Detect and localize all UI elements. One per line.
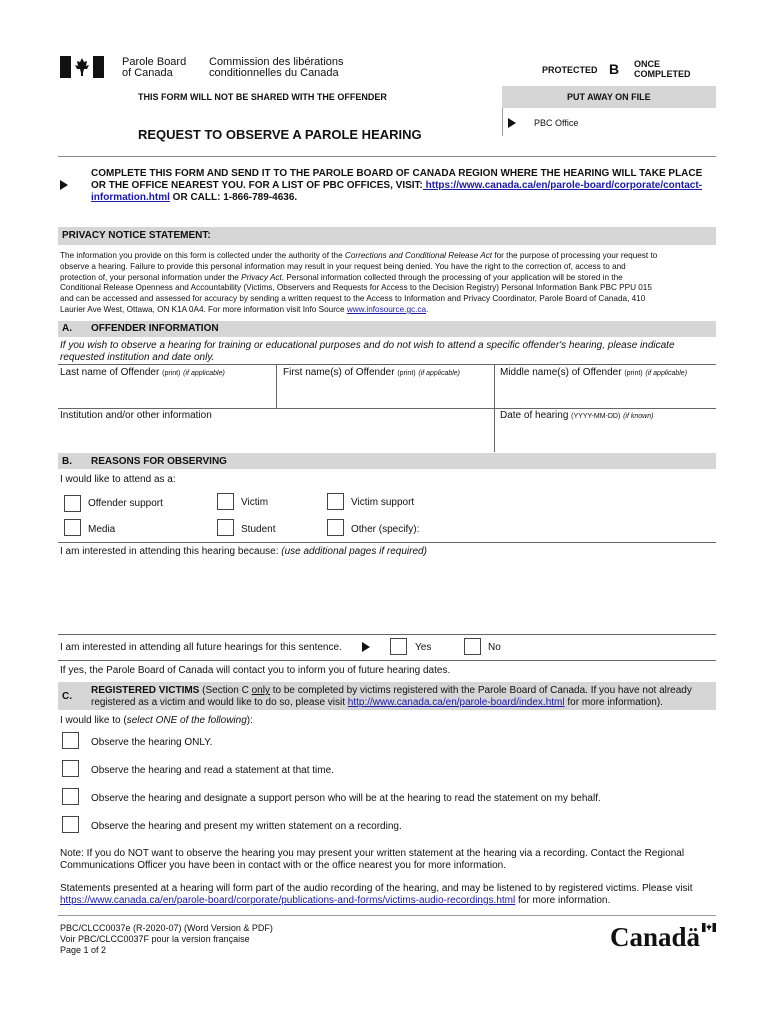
section-b-letter: B. (62, 456, 72, 467)
victim-support-label: Victim support (351, 497, 415, 508)
last-name-field[interactable] (60, 380, 272, 404)
hearing-date-label: Date of hearing (YYYY-MM-DD) (if known) (500, 410, 654, 421)
arrow-right-icon (508, 118, 516, 128)
divider (58, 542, 716, 543)
once-completed-2: COMPLETED (634, 69, 691, 79)
register-victim-link[interactable]: http://www.canada.ca/en/parole-board/index.html (347, 697, 565, 708)
instructions-line-1: COMPLETE THIS FORM AND SEND IT TO THE PAROLE BOARD OF CANADA REGION WHERE THE HEARING WILL TAKE PLACE (91, 168, 703, 179)
board-name-en-1: Parole Board (122, 56, 187, 68)
not-shared-notice: THIS FORM WILL NOT BE SHARED WITH THE OFFENDER (138, 92, 387, 102)
media-checkbox[interactable] (64, 519, 81, 536)
section-c-heading-line-1: REGISTERED VICTIMS (Section C only to be completed by victims registered with the Parole Board of Canada. If you have not already (91, 685, 692, 696)
future-yes-checkbox[interactable] (390, 638, 407, 655)
divider (58, 634, 716, 635)
institution-field[interactable] (60, 423, 490, 449)
victim-label: Victim (241, 497, 269, 508)
offender-support-label: Offender support (88, 498, 163, 509)
institution-label: Institution and/or other information (60, 410, 212, 421)
audio-recordings-link[interactable]: https://www.canada.ca/en/parole-board/corporate/publications-and-forms/victims-audio-recordings.html (60, 895, 516, 906)
observe-only-label: Observe the hearing ONLY. (91, 737, 213, 748)
if-yes-note: If yes, the Parole Board of Canada will contact you to inform you of future hearing dates. (60, 665, 451, 676)
observe-only-checkbox[interactable] (62, 732, 79, 749)
section-b-heading: REASONS FOR OBSERVING (91, 456, 227, 467)
note-line-1: Note: If you do NOT want to observe the hearing you may present your written statement at the hearing via a recording. Contact the Regional (60, 848, 685, 859)
future-yes-label: Yes (415, 642, 432, 653)
media-label: Media (88, 524, 116, 535)
contact-link[interactable]: https://www.canada.ca/en/parole-board/corporate/contact- (422, 180, 703, 191)
observe-read-statement-label: Observe the hearing and read a statement at that time. (91, 765, 334, 776)
divider (58, 660, 716, 661)
section-a-letter: A. (62, 323, 72, 334)
divider (58, 408, 716, 409)
contact-link-end[interactable]: information.html (91, 192, 170, 203)
board-name-fr-2: conditionnelles du Canada (209, 67, 339, 79)
future-hearings-label: I am interested in attending all future hearings for this sentence. (60, 642, 342, 653)
once-completed-1: ONCE (634, 59, 661, 69)
observe-read-statement-checkbox[interactable] (62, 760, 79, 777)
infosource-link[interactable]: www.infosource.gc.ca (346, 304, 427, 314)
last-name-label: Last name of Offender (print) (if applicable) (60, 367, 225, 378)
canada-flag-icon (60, 56, 104, 78)
wordmark-flag-icon (702, 923, 716, 932)
divider (276, 364, 277, 408)
middle-name-field[interactable] (498, 380, 714, 404)
footer-divider (58, 915, 716, 916)
first-name-label: First name(s) of Offender (print) (if applicable) (283, 367, 461, 378)
first-name-field[interactable] (280, 380, 490, 404)
french-version-note: Voir PBC/CLCC0037F pour la version française (60, 934, 250, 944)
student-label: Student (241, 524, 276, 535)
arrow-right-icon (60, 180, 68, 190)
form-id: PBC/CLCC0037e (R-2020-07) (Word Version & PDF) (60, 923, 273, 933)
section-c-intro: I would like to (select ONE of the following): (60, 715, 253, 726)
form-title: REQUEST TO OBSERVE A PAROLE HEARING (138, 127, 422, 142)
instructions-line-3: information.html OR CALL: 1-866-789-4636. (91, 192, 298, 203)
attend-as-intro: I would like to attend as a: (60, 474, 176, 485)
privacy-text: The information you provide on this form is collected under the authority of the Corrections and Conditional Release Act for the purpose of processing your request to observe a hearing. Failure to provide this personal information may result in your request being denied. You have the right to the correction of, access to and protection of, your personal information under the Privacy Act. Personal information collected through the processing of your application will be stored in the Conditional Release Openness and Accountability (Victims, Observers and Requests for Access to the Decision Registry) Personal Information Bank PBC PPU 015 and can be accessed and assessed for accuracy by sending a written request to the Access to Information and Privacy Coordinator, Parole Board of Canada, 410 Laurier Ave West, Ottawa, ON K1A 0A4. For more information visit Info Source www.infosource.gc.ca. (60, 251, 658, 314)
other-checkbox[interactable] (327, 519, 344, 536)
victim-support-checkbox[interactable] (327, 493, 344, 510)
section-c-heading-line-2: registered as a victim and would like to do so, please visit http://www.canada.ca/en/parole-board/index.html for more information). (91, 697, 663, 708)
pbc-office-label: PBC Office (534, 118, 579, 128)
other-specify-field[interactable] (420, 521, 714, 537)
because-label: I am interested in attending this hearing because: (use additional pages if required) (60, 546, 427, 557)
protected-label: PROTECTED (542, 65, 598, 75)
canada-wordmark: Canadä (610, 922, 701, 952)
observe-recording-checkbox[interactable] (62, 816, 79, 833)
board-name-fr-1: Commission des libérations (209, 56, 344, 68)
statement-line-1: Statements presented at a hearing will form part of the audio recording of the hearing, and may be listened to by registered victims. Please visit (60, 883, 693, 894)
offender-support-checkbox[interactable] (64, 495, 81, 512)
observe-recording-label: Observe the hearing and present my written statement on a recording. (91, 821, 402, 832)
future-no-label: No (488, 642, 501, 653)
hearing-date-field[interactable] (498, 423, 714, 449)
middle-name-label: Middle name(s) of Offender (print) (if applicable) (500, 367, 688, 378)
because-textarea[interactable] (60, 560, 718, 634)
page-number: Page 1 of 2 (60, 945, 107, 955)
arrow-right-icon (362, 642, 370, 652)
privacy-heading: PRIVACY NOTICE STATEMENT: (62, 230, 211, 241)
statement-line-2: https://www.canada.ca/en/parole-board/corporate/publications-and-forms/victims-audio-recordings.html for more information. (60, 895, 611, 906)
other-label: Other (specify): (351, 524, 420, 535)
put-away-label: PUT AWAY ON FILE (567, 92, 651, 102)
divider (58, 364, 716, 365)
section-a-heading: OFFENDER INFORMATION (91, 323, 219, 334)
observe-support-person-checkbox[interactable] (62, 788, 79, 805)
board-name-en-2: of Canada (122, 67, 173, 79)
victim-checkbox[interactable] (217, 493, 234, 510)
section-c-letter: C. (62, 691, 72, 702)
section-a-note-1: If you wish to observe a hearing for training or educational purposes and do not wish to attend a specific offender's hearing, please indicate (60, 340, 675, 351)
observe-support-person-label: Observe the hearing and designate a support person who will be at the hearing to read the statement on my behalf. (91, 793, 601, 804)
instructions-line-2: OR THE OFFICE NEAREST YOU. FOR A LIST OF PBC OFFICES, VISIT: https://www.canada.ca/en/parole-board/corporate/contact- (91, 180, 703, 191)
section-a-note-2: requested institution and date only. (60, 352, 215, 363)
future-no-checkbox[interactable] (464, 638, 481, 655)
note-line-2: Communications Officer you have been in contact with or the office nearest you for more information. (60, 860, 506, 871)
student-checkbox[interactable] (217, 519, 234, 536)
protected-level: B (609, 61, 620, 77)
